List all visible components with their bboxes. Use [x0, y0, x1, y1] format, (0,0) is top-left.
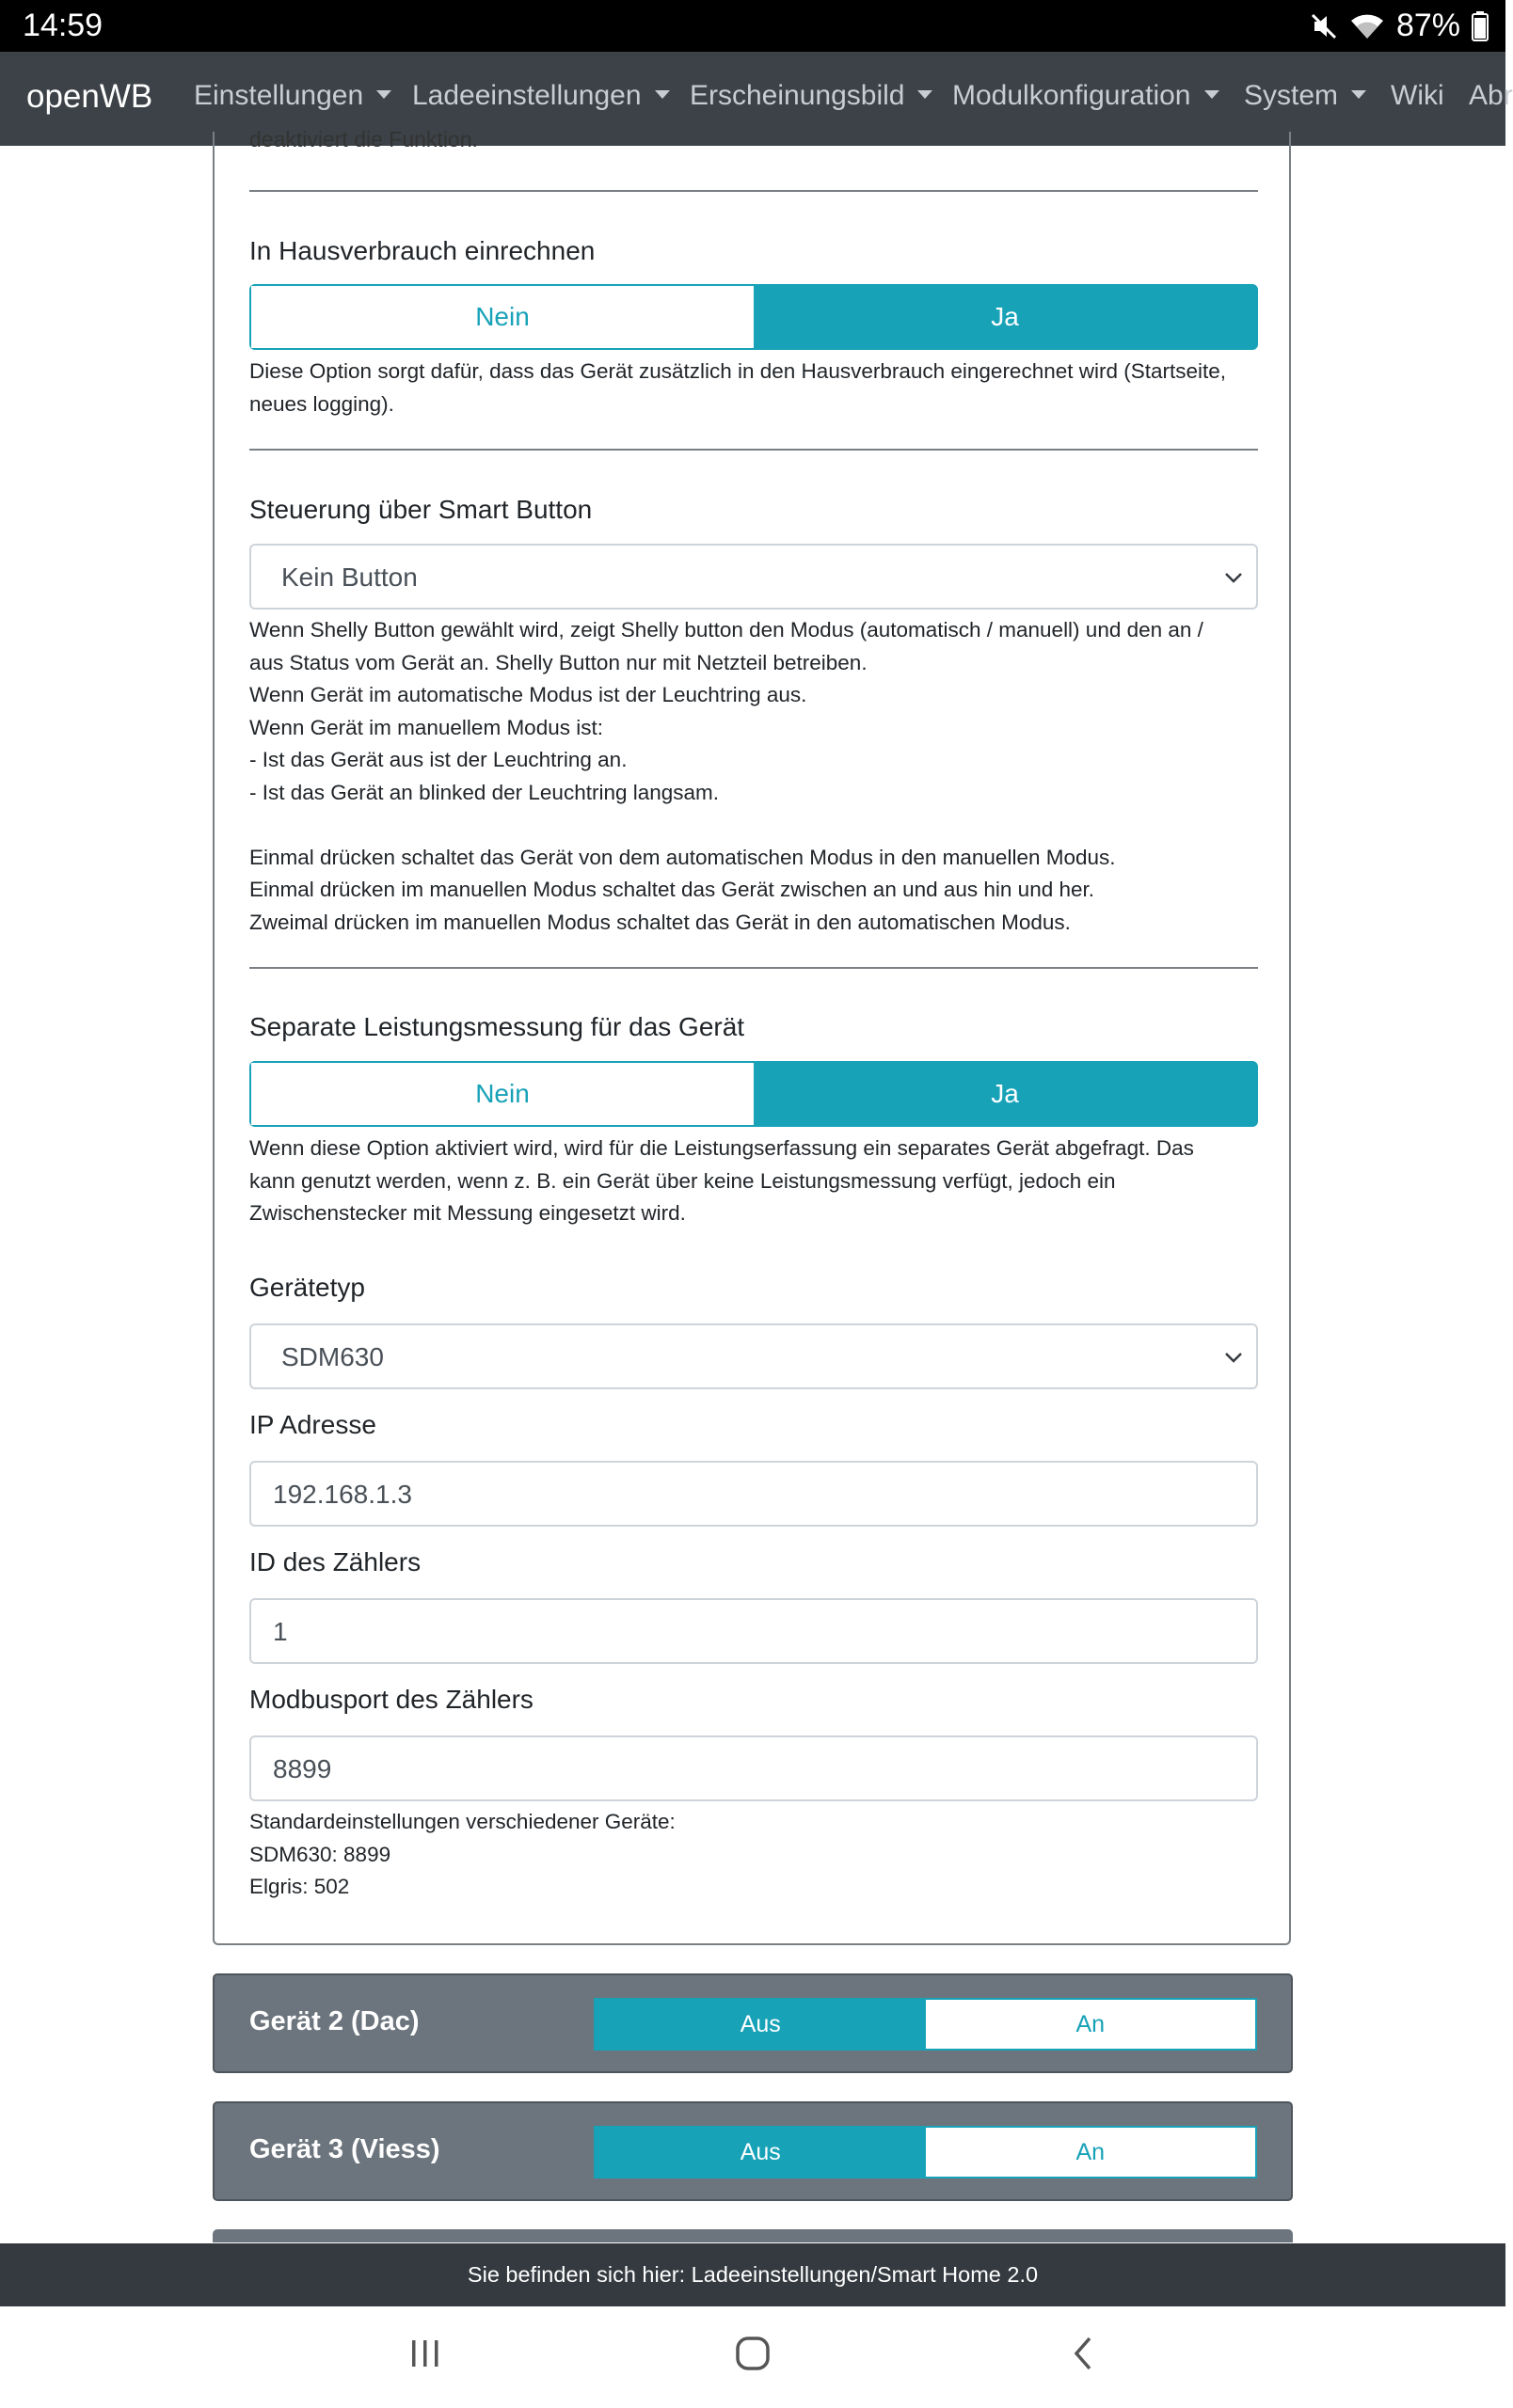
status-bar	[0, 0, 1505, 52]
house-consumption-nein-button[interactable]: Nein	[251, 286, 754, 348]
device-name: Gerät 3 (Viess)	[249, 2134, 440, 2164]
nav-ladeeinstellungen[interactable]: Ladeeinstellungen	[412, 80, 670, 112]
device-aus-button[interactable]: Aus	[596, 2000, 926, 2049]
truncated-help-text: deaktiviert die Funktion.	[249, 127, 478, 151]
chevron-down-icon	[1222, 1346, 1245, 1369]
battery-level: 87%	[1395, 8, 1460, 43]
modbus-port-input[interactable]: 8899	[249, 1735, 1258, 1801]
device-an-button[interactable]: An	[926, 2000, 1256, 2049]
device-header[interactable]	[213, 1973, 1293, 2073]
device-type-select[interactable]	[249, 1323, 1258, 1389]
device-power-toggle	[594, 1998, 1257, 2051]
house-consumption-toggle	[249, 284, 1258, 350]
nav-modulkonfiguration[interactable]: Modulkonfiguration	[952, 80, 1219, 112]
meter-id-label: ID des Zählers	[249, 1547, 422, 1576]
device-type-value: SDM630	[281, 1342, 384, 1371]
device-type-label: Gerätetyp	[249, 1273, 365, 1302]
nav-about[interactable]: Abr	[1469, 80, 1513, 111]
separate-measurement-toggle	[249, 1061, 1258, 1127]
chevron-down-icon	[1222, 566, 1245, 589]
nav-system[interactable]: System	[1244, 80, 1366, 112]
caret-down-icon	[1204, 90, 1219, 99]
caret-down-icon	[655, 90, 670, 99]
device-header[interactable]	[213, 2101, 1293, 2201]
device-name: Gerät 2 (Dac)	[249, 2006, 420, 2036]
system-navigation-bar	[0, 2306, 1505, 2408]
separate-measurement-help: Wenn diese Option aktiviert wird, wird für die Leistungserfassung ein separates Gerät abgefragt. Das kann genutzt werden, wenn z. B. ein Gerät über keine Leistungsmessung verfügt, jedoch ein Zwischenstecker mit Messung eingesetzt wird.	[249, 1136, 1194, 1225]
nav-einstellungen[interactable]: Einstellungen	[194, 80, 391, 112]
separate-measurement-nein-button[interactable]: Nein	[251, 1063, 754, 1125]
separate-measurement-ja-button[interactable]: Ja	[754, 1063, 1256, 1125]
caret-down-icon	[376, 90, 391, 99]
clock: 14:59	[23, 8, 104, 43]
nav-wiki[interactable]: Wiki	[1391, 80, 1444, 111]
battery-icon	[1472, 11, 1489, 41]
divider	[249, 190, 1258, 192]
device-power-toggle	[594, 2126, 1257, 2178]
meter-id-input[interactable]: 1	[249, 1598, 1258, 1664]
house-consumption-help: Diese Option sorgt dafür, dass das Gerät zusätzlich in den Hausverbrauch eingerechnet wird (Startseite, neues logging).	[249, 359, 1227, 416]
caret-down-icon	[1351, 90, 1366, 99]
ip-address-label: IP Adresse	[249, 1410, 376, 1439]
divider	[249, 449, 1258, 451]
brand-logo[interactable]: openWB	[26, 78, 153, 115]
smart-button-help: Wenn Shelly Button gewählt wird, zeigt Shelly button den Modus (automatisch / manuell) und den an / aus Status vom Gerät an. Shelly Button nur mit Netzteil betreiben. Wenn Gerät im automatische Modus ist der Leuchtring aus. Wenn Gerät im manuellem Modus ist: - Ist das Gerät aus ist der Leuchtring an. - Ist das Gerät an blinked der Leuchtring langsam. Einmal drücken schaltet das Gerät von dem automatischen Modus in den manuellen Modus. Einmal drücken im manuellen Modus schaltet das Gerät zwischen an und aus hin und her. Zweimal drücken im manuellen Modus schaltet das Gerät in den automatischen Modus.	[249, 618, 1203, 934]
device-aus-button[interactable]: Aus	[596, 2128, 926, 2177]
separate-measurement-label: Separate Leistungsmessung für das Gerät	[249, 1012, 745, 1041]
nav-erscheinungsbild[interactable]: Erscheinungsbild	[690, 80, 932, 112]
smart-button-value: Kein Button	[281, 562, 418, 592]
device-header-partial[interactable]	[213, 2229, 1293, 2242]
smart-button-select[interactable]	[249, 544, 1258, 610]
home-icon[interactable]	[732, 2333, 773, 2374]
caret-down-icon	[917, 90, 932, 99]
divider	[249, 967, 1258, 969]
ip-address-input[interactable]: 192.168.1.3	[249, 1461, 1258, 1527]
house-consumption-ja-button[interactable]: Ja	[754, 286, 1256, 348]
device-an-button[interactable]: An	[926, 2128, 1256, 2177]
house-consumption-label: In Hausverbrauch einrechnen	[249, 236, 596, 265]
breadcrumb: Sie befinden sich hier: Ladeeinstellungen/Smart Home 2.0	[467, 2262, 1039, 2287]
smart-button-label: Steuerung über Smart Button	[249, 495, 593, 524]
mute-icon	[1310, 12, 1338, 40]
recent-apps-icon[interactable]	[405, 2333, 446, 2374]
wifi-icon	[1349, 12, 1385, 40]
back-icon[interactable]	[1063, 2333, 1105, 2374]
breadcrumb-footer	[0, 2243, 1505, 2306]
modbus-port-help: Standardeinstellungen verschiedener Geräte: SDM630: 8899 Elgris: 502	[249, 1810, 676, 1898]
modbus-port-label: Modbusport des Zählers	[249, 1685, 534, 1714]
